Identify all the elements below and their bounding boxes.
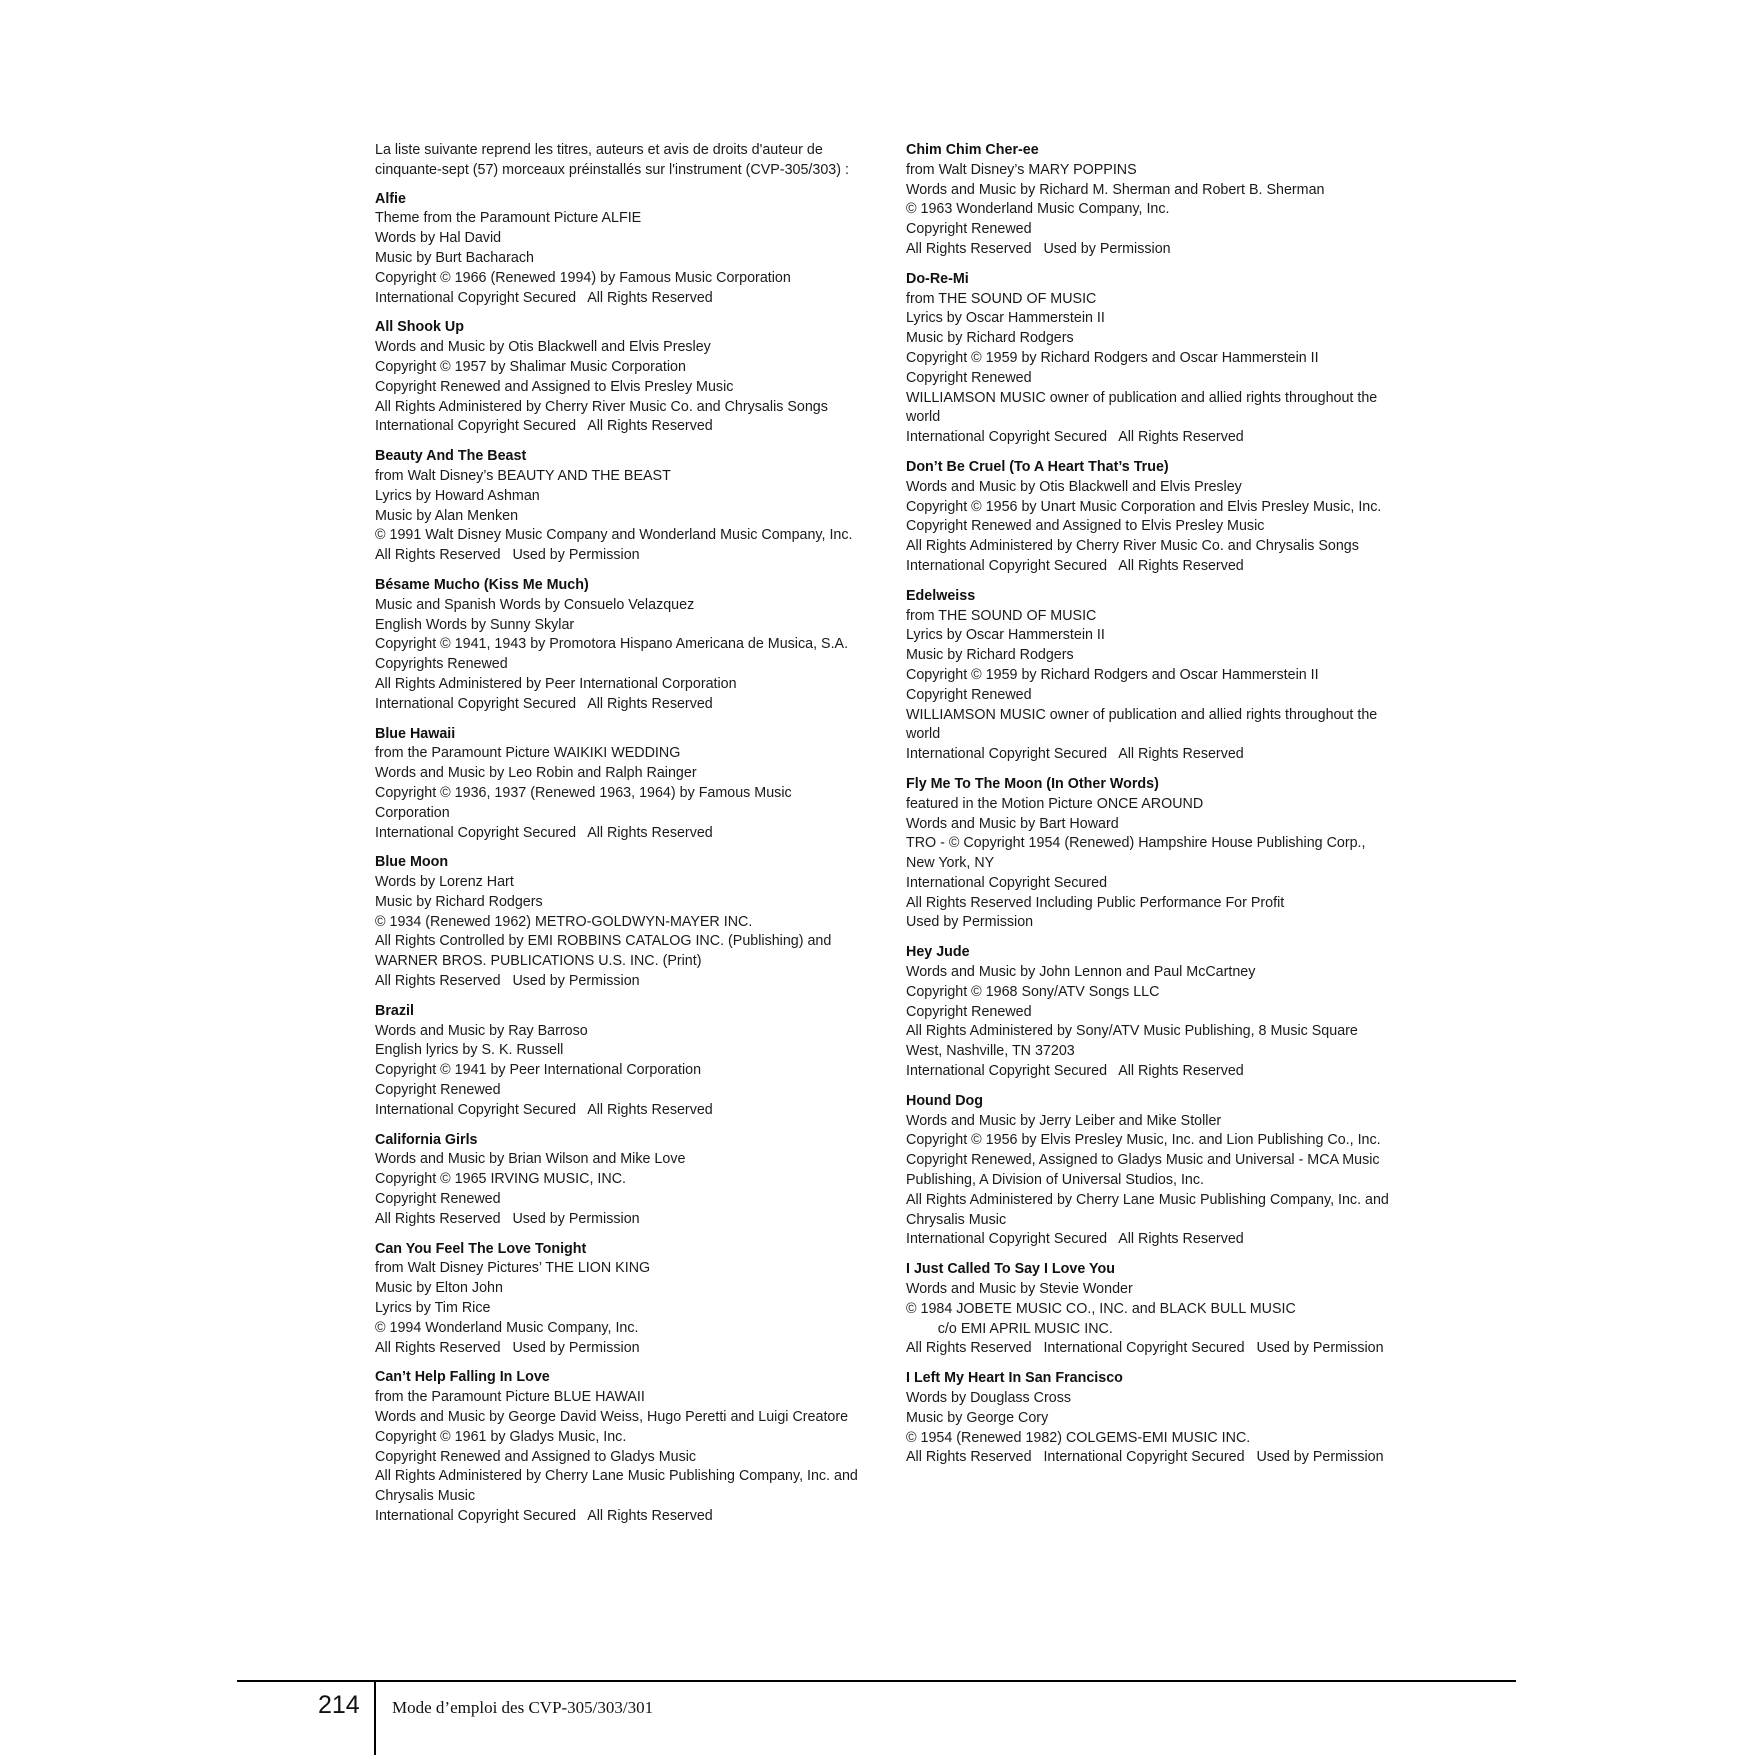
copyright-line: Words and Music by Leo Robin and Ralph Rainger	[375, 765, 697, 782]
copyright-line: All Rights Administered by Cherry River Music Co. and Chrysalis Songs	[375, 398, 828, 415]
copyright-line: from Walt Disney’s MARY POPPINS	[906, 161, 1137, 178]
song-title: Hound Dog	[906, 1092, 984, 1109]
copyright-line: Music by Richard Rodgers	[906, 647, 1074, 664]
song-entry	[906, 141, 1396, 260]
intro-paragraph: La liste suivante reprend les titres, auteurs et avis de droits d'auteur de cinquante-sept (57) morceaux préinstallés sur l'instrument (CVP-305/303) :	[375, 142, 849, 178]
song-entry	[906, 270, 1396, 448]
copyright-line: Copyrights Renewed	[375, 656, 508, 673]
copyright-line: International Copyright Secured All Rights Reserved	[375, 1101, 713, 1118]
song-entry	[375, 447, 865, 566]
left-entries-list	[375, 190, 865, 1527]
song-title: Fly Me To The Moon (In Other Words)	[906, 775, 1159, 792]
footer-horizontal-rule	[237, 1680, 1516, 1682]
copyright-line: International Copyright Secured All Rights Reserved	[375, 824, 713, 841]
copyright-line: All Rights Reserved Used by Permission	[375, 547, 640, 564]
copyright-line: Words and Music by Stevie Wonder	[906, 1281, 1133, 1298]
copyright-line: Copyright © 1959 by Richard Rodgers and Oscar Hammerstein II	[906, 349, 1319, 366]
song-entry	[375, 318, 865, 437]
copyright-line: from the Paramount Picture BLUE HAWAII	[375, 1389, 645, 1406]
copyright-line: International Copyright Secured All Rights Reserved	[906, 557, 1244, 574]
copyright-line: Copyright Renewed and Assigned to Elvis Presley Music	[906, 518, 1265, 535]
song-entry	[375, 1368, 865, 1526]
copyright-line: International Copyright Secured	[906, 874, 1108, 891]
copyright-line: Copyright Renewed	[906, 1003, 1032, 1020]
copyright-line: Words and Music by George David Weiss, Hugo Peretti and Luigi Creatore	[375, 1409, 849, 1426]
copyright-line: English Words by Sunny Skylar	[375, 616, 575, 633]
copyright-line: International Copyright Secured All Rights Reserved	[375, 1508, 713, 1524]
copyright-line: All Rights Administered by Cherry Lane Music Publishing Company, Inc. and Chrysalis Music	[906, 1191, 1393, 1228]
song-entry	[906, 587, 1396, 765]
page-number: 214	[318, 1691, 360, 1719]
copyright-line: International Copyright Secured All Rights Reserved	[375, 289, 713, 306]
copyright-line: WILLIAMSON MUSIC owner of publication and allied rights throughout the world	[906, 389, 1382, 426]
copyright-line: Words and Music by Bart Howard	[906, 815, 1119, 832]
copyright-line: All Rights Reserved International Copyright Secured Used by Permission	[906, 1340, 1384, 1357]
copyright-line: All Rights Reserved Including Public Performance For Profit	[906, 894, 1285, 911]
copyright-line: International Copyright Secured All Rights Reserved	[906, 1063, 1244, 1080]
copyright-line: Copyright Renewed	[375, 1082, 501, 1099]
copyright-line: WILLIAMSON MUSIC owner of publication and allied rights throughout the world	[906, 706, 1382, 743]
copyright-line: International Copyright Secured All Rights Reserved	[906, 429, 1244, 446]
copyright-line: Music by Richard Rodgers	[906, 330, 1074, 347]
copyright-line: All Rights Reserved Used by Permission	[906, 240, 1171, 257]
song-title: Hey Jude	[906, 944, 970, 961]
copyright-line: Music by Elton John	[375, 1280, 503, 1297]
song-entry	[375, 1240, 865, 1359]
song-title: Brazil	[375, 1002, 414, 1019]
copyright-line: Copyright Renewed	[906, 369, 1032, 386]
copyright-line: Lyrics by Howard Ashman	[375, 487, 540, 504]
left-column	[375, 141, 865, 1537]
copyright-line: Copyright © 1961 by Gladys Music, Inc.	[375, 1428, 627, 1445]
copyright-line: from Walt Disney’s BEAUTY AND THE BEAST	[375, 467, 671, 484]
song-title: All Shook Up	[375, 319, 464, 336]
copyright-line: Copyright Renewed	[906, 686, 1032, 703]
song-entry	[375, 576, 865, 715]
copyright-line: Copyright © 1936, 1937 (Renewed 1963, 1964) by Famous Music Corporation	[375, 784, 796, 821]
copyright-line: from Walt Disney Pictures’ THE LION KING	[375, 1260, 651, 1277]
copyright-line: Copyright © 1941, 1943 by Promotora Hispano Americana de Musica, S.A.	[375, 636, 849, 653]
copyright-line: All Rights Reserved Used by Permission	[375, 1210, 640, 1227]
copyright-line: Lyrics by Oscar Hammerstein II	[906, 310, 1105, 327]
copyright-line: Music by George Cory	[906, 1409, 1049, 1426]
copyright-line: Lyrics by Tim Rice	[375, 1300, 491, 1317]
footer-vertical-rule	[374, 1681, 376, 1755]
copyright-line: Lyrics by Oscar Hammerstein II	[906, 627, 1105, 644]
copyright-line: Copyright © 1968 Sony/ATV Songs LLC	[906, 983, 1160, 1000]
copyright-line: Words by Lorenz Hart	[375, 874, 514, 891]
song-title: Chim Chim Cher-ee	[906, 142, 1039, 158]
copyright-line: All Rights Administered by Peer International Corporation	[375, 675, 737, 692]
footer-manual-title: Mode d’emploi des CVP-305/303/301	[392, 1698, 654, 1717]
copyright-line: Theme from the Paramount Picture ALFIE	[375, 210, 642, 227]
copyright-line: featured in the Motion Picture ONCE AROUND	[906, 795, 1204, 812]
song-entry	[906, 1260, 1396, 1359]
copyright-line: Copyright © 1957 by Shalimar Music Corporation	[375, 358, 686, 375]
copyright-line: International Copyright Secured All Rights Reserved	[375, 695, 713, 712]
copyright-line: Words and Music by Otis Blackwell and Elvis Presley	[906, 478, 1242, 495]
copyright-line: International Copyright Secured All Rights Reserved	[906, 1231, 1244, 1248]
copyright-line: © 1994 Wonderland Music Company, Inc.	[375, 1319, 639, 1336]
copyright-line: Words and Music by John Lennon and Paul McCartney	[906, 964, 1256, 981]
copyright-line: © 1991 Walt Disney Music Company and Wonderland Music Company, Inc.	[375, 527, 853, 544]
song-title: Blue Moon	[375, 854, 449, 871]
song-entry	[906, 458, 1396, 577]
song-title: Do-Re-Mi	[906, 270, 969, 287]
copyright-line: Music and Spanish Words by Consuelo Velazquez	[375, 596, 695, 613]
song-title: I Just Called To Say I Love You	[906, 1261, 1115, 1278]
copyright-line: © 1934 (Renewed 1962) METRO-GOLDWYN-MAYER INC.	[375, 913, 753, 930]
copyright-line: Words by Douglass Cross	[906, 1390, 1072, 1407]
copyright-line: Copyright © 1965 IRVING MUSIC, INC.	[375, 1171, 627, 1188]
copyright-line: from the Paramount Picture WAIKIKI WEDDING	[375, 745, 681, 762]
song-title: Beauty And The Beast	[375, 448, 527, 465]
copyright-line: Words and Music by Jerry Leiber and Mike Stoller	[906, 1112, 1222, 1129]
song-entry	[375, 853, 865, 992]
song-title: Bésame Mucho (Kiss Me Much)	[375, 576, 589, 593]
copyright-line: Copyright Renewed and Assigned to Gladys Music	[375, 1448, 697, 1465]
copyright-line: All Rights Administered by Sony/ATV Music Publishing, 8 Music Square West, Nashville, TN 37203	[906, 1023, 1362, 1060]
copyright-line: All Rights Controlled by EMI ROBBINS CATALOG INC. (Publishing) and WARNER BROS. PUBLICATIONS U.S. INC. (Print)	[375, 933, 836, 970]
copyright-line: from THE SOUND OF MUSIC	[906, 290, 1097, 307]
copyright-line: Copyright Renewed, Assigned to Gladys Music and Universal - MCA Music Publishing, A Division of Universal Studios, Inc.	[906, 1152, 1384, 1189]
copyright-line: International Copyright Secured All Rights Reserved	[375, 418, 713, 435]
copyright-line: Copyright © 1966 (Renewed 1994) by Famous Music Corporation	[375, 269, 791, 286]
copyright-line: All Rights Administered by Cherry Lane Music Publishing Company, Inc. and Chrysalis Music	[375, 1468, 862, 1505]
song-title: Edelweiss	[906, 587, 976, 604]
song-entry	[375, 725, 865, 844]
copyright-line: c/o EMI APRIL MUSIC INC.	[906, 1320, 1113, 1337]
song-entry	[906, 775, 1396, 933]
song-title: Can You Feel The Love Tonight	[375, 1240, 587, 1257]
copyright-line: Music by Alan Menken	[375, 507, 519, 524]
copyright-line: © 1954 (Renewed 1982) COLGEMS-EMI MUSIC INC.	[906, 1429, 1251, 1446]
copyright-line: All Rights Reserved International Copyright Secured Used by Permission	[906, 1449, 1384, 1466]
song-title: I Left My Heart In San Francisco	[906, 1370, 1123, 1387]
copyright-line: Copyright © 1959 by Richard Rodgers and Oscar Hammerstein II	[906, 666, 1319, 683]
song-title: Don’t Be Cruel (To A Heart That’s True)	[906, 458, 1169, 475]
copyright-line: TRO - © Copyright 1954 (Renewed) Hampshire House Publishing Corp., New York, NY	[906, 835, 1370, 872]
song-entry	[906, 943, 1396, 1082]
copyright-line: All Rights Administered by Cherry River Music Co. and Chrysalis Songs	[906, 538, 1359, 555]
copyright-line: Words and Music by Ray Barroso	[375, 1022, 588, 1039]
song-title: Can’t Help Falling In Love	[375, 1369, 550, 1386]
copyright-line: Words and Music by Brian Wilson and Mike Love	[375, 1151, 686, 1168]
copyright-line: Copyright Renewed	[375, 1191, 501, 1208]
right-column	[906, 141, 1396, 1478]
song-entry	[906, 1092, 1396, 1250]
copyright-line: Used by Permission	[906, 914, 1034, 931]
copyright-line: All Rights Reserved Used by Permission	[375, 973, 640, 990]
song-title: Blue Hawaii	[375, 725, 456, 742]
copyright-line: Words and Music by Richard M. Sherman and Robert B. Sherman	[906, 181, 1325, 198]
copyright-line: English lyrics by S. K. Russell	[375, 1042, 564, 1059]
song-entry	[906, 1369, 1396, 1468]
copyright-line: Words and Music by Otis Blackwell and Elvis Presley	[375, 339, 711, 356]
copyright-line: All Rights Reserved Used by Permission	[375, 1339, 640, 1356]
copyright-line: International Copyright Secured All Rights Reserved	[906, 746, 1244, 763]
copyright-line: © 1984 JOBETE MUSIC CO., INC. and BLACK BULL MUSIC	[906, 1300, 1296, 1317]
copyright-line: Copyright © 1956 by Elvis Presley Music, Inc. and Lion Publishing Co., Inc.	[906, 1132, 1381, 1149]
copyright-line: from THE SOUND OF MUSIC	[906, 607, 1097, 624]
copyright-line: Copyright © 1956 by Unart Music Corporation and Elvis Presley Music, Inc.	[906, 498, 1382, 515]
copyright-line: © 1963 Wonderland Music Company, Inc.	[906, 201, 1170, 218]
song-entry	[375, 1131, 865, 1230]
copyright-line: Copyright Renewed and Assigned to Elvis Presley Music	[375, 378, 734, 395]
copyright-line: Copyright © 1941 by Peer International Corporation	[375, 1062, 702, 1079]
song-title: Alfie	[375, 190, 406, 207]
right-entries-list	[906, 141, 1396, 1468]
copyright-line: Music by Burt Bacharach	[375, 249, 534, 266]
song-title: California Girls	[375, 1131, 478, 1148]
song-entry	[375, 190, 865, 309]
copyright-line: Copyright Renewed	[906, 221, 1032, 238]
copyright-line: Music by Richard Rodgers	[375, 893, 543, 910]
copyright-line: Words by Hal David	[375, 230, 502, 247]
song-entry	[375, 1002, 865, 1121]
